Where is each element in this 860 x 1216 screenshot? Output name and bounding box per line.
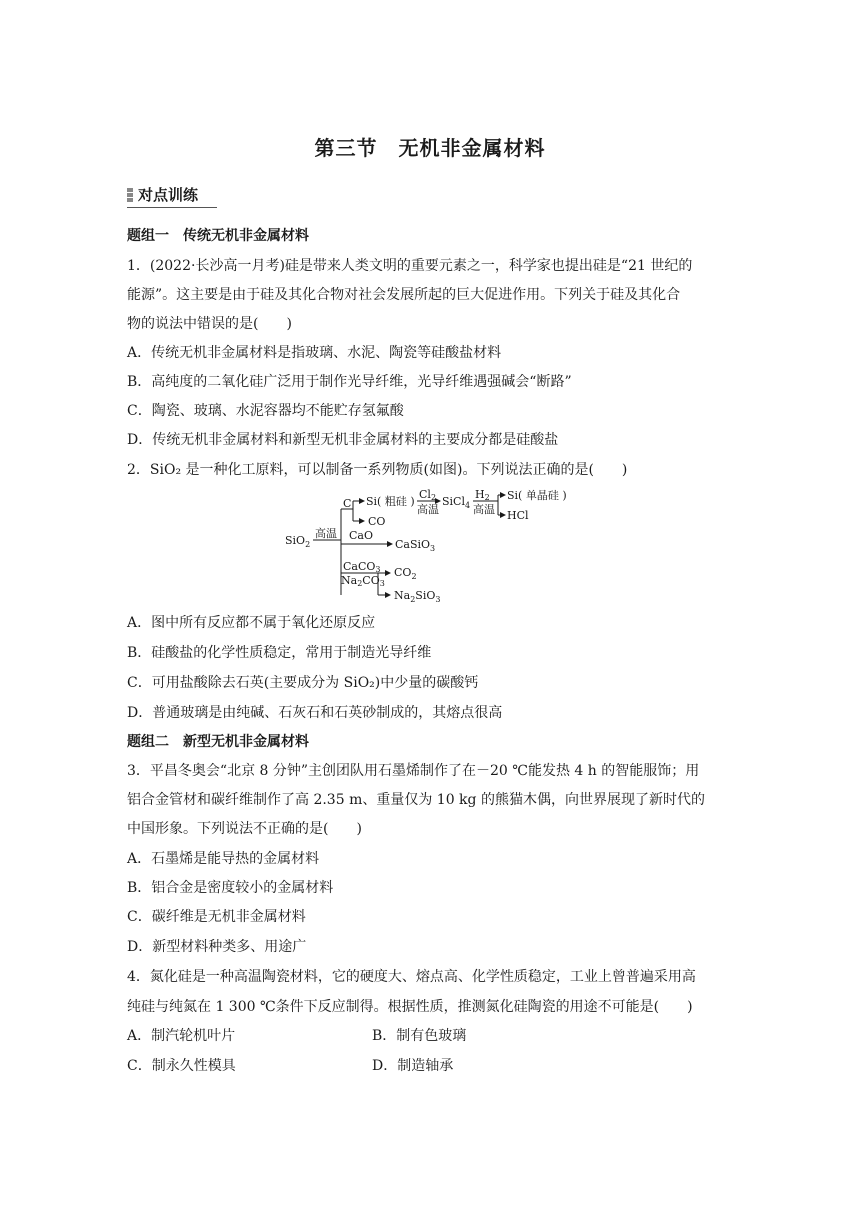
q3-stem-line-2: 铝合金管材和碳纤维制作了高 2.35 m、重量仅为 10 kg 的熊猫木偶，向世界展现了新时代的 — [127, 792, 705, 808]
q2-option-b: B．硅酸盐的化学性质稳定，常用于制造光导纤维 — [127, 645, 432, 661]
casio3: CaSiO$_3$ — [395, 538, 436, 553]
reaction-diagram — [285, 487, 585, 605]
q1-stem-line-3: 物的说法中错误的是( ) — [127, 316, 292, 332]
cl2-label: Cl2 — [419, 488, 437, 502]
si-crude: Si( 粗硅 ) — [366, 495, 415, 508]
q2-stem: 2．SiO₂ 是一种化工原料，可以制备一系列物质(如图)。下列说法正确的是( ) — [127, 462, 628, 478]
q3-stem-line-1: 3．平昌冬奥会“北京 8 分钟”主创团队用石墨烯制作了在－20 ℃能发热 4 h 的智能服饰；用 — [127, 763, 700, 779]
q2-option-c: C．可用盐酸除去石英(主要成分为 SiO₂)中少量的碳酸钙 — [127, 675, 479, 691]
group-heading-2: 题组二 新型无机非金属材料 — [127, 734, 309, 750]
sicl4: SiCl$_4$ — [442, 495, 471, 510]
q1-stem-line-1: 1．(2022·长沙高一月考)硅是带来人类文明的重要元素之一，科学家也提出硅是“21 世纪的 — [127, 258, 693, 274]
section-marker-icon — [127, 187, 133, 203]
co2-product: $CO_2$ — [394, 566, 417, 581]
gaowen-cl2: 高温 — [417, 503, 439, 516]
q2-option-a: A．图中所有反应都不属于氧化还原反应 — [127, 615, 376, 631]
section-heading — [127, 184, 198, 205]
si-single: Si( 单晶硅 ) — [507, 489, 567, 502]
q1-option-d: D．传统无机非金属材料和新型无机非金属材料的主要成分都是硅酸盐 — [127, 432, 559, 448]
section-heading-label: 对点训练 — [138, 186, 199, 204]
na2co3-label: Na2CO3 — [341, 574, 385, 588]
q2-option-d: D．普通玻璃是由纯碱、石灰石和石英砂制成的，其熔点很高 — [127, 705, 503, 721]
na2sio3-product: $Na_2SiO_3$ — [394, 589, 441, 604]
q4-option-b: B．制有色玻璃 — [372, 1028, 467, 1044]
q4-option-d: D．制造轴承 — [372, 1058, 454, 1074]
q4-option-a: A．制汽轮机叶片 — [127, 1028, 236, 1044]
gaowen-main: 高温 — [315, 527, 337, 540]
q3-option-b: B．铝合金是密度较小的金属材料 — [127, 880, 334, 896]
q1-option-c: C．陶瓷、玻璃、水泥容器均不能贮存氢氟酸 — [127, 403, 404, 419]
q3-option-d: D．新型材料种类多、用途广 — [127, 939, 307, 955]
q3-stem-line-3: 中国形象。下列说法不正确的是( ) — [127, 821, 362, 837]
hcl-product: HCl — [507, 509, 529, 522]
h2-label: H2 — [475, 488, 490, 502]
page-title: 第三节 无机非金属材料 — [314, 136, 546, 160]
q4-stem-line-2: 纯硅与纯氮在 1 300 ℃条件下反应制得。根据性质，推测氮化硅陶瓷的用途不可能是( ) — [127, 999, 693, 1015]
co-product: CO — [368, 515, 386, 528]
sio2-label: SiO$_2$ — [285, 534, 311, 549]
cao-label: CaO — [349, 529, 373, 542]
gaowen-h2: 高温 — [473, 503, 495, 516]
q1-option-b: B．高纯度的二氧化硅广泛用于制作光导纤维，光导纤维遇强碱会“断路” — [127, 374, 572, 390]
q1-option-a: A．传统无机非金属材料是指玻璃、水泥、陶瓷等硅酸盐材料 — [127, 345, 502, 361]
q1-stem-line-2: 能源”。这主要是由于硅及其化合物对社会发展所起的巨大促进作用。下列关于硅及其化合 — [127, 287, 681, 303]
q3-option-a: A．石墨烯是能导热的金属材料 — [127, 851, 320, 867]
q3-option-c: C．碳纤维是无机非金属材料 — [127, 909, 306, 925]
q4-option-c: C．制永久性模具 — [127, 1058, 236, 1074]
c-label: C — [343, 497, 352, 510]
q4-stem-line-1: 4．氮化硅是一种高温陶瓷材料，它的硬度大、熔点高、化学性质稳定，工业上曾普遍采用高 — [127, 969, 696, 985]
group-heading-1: 题组一 传统无机非金属材料 — [127, 228, 309, 244]
section-underline — [127, 207, 217, 208]
caco3-label: CaCO3 — [343, 560, 381, 574]
